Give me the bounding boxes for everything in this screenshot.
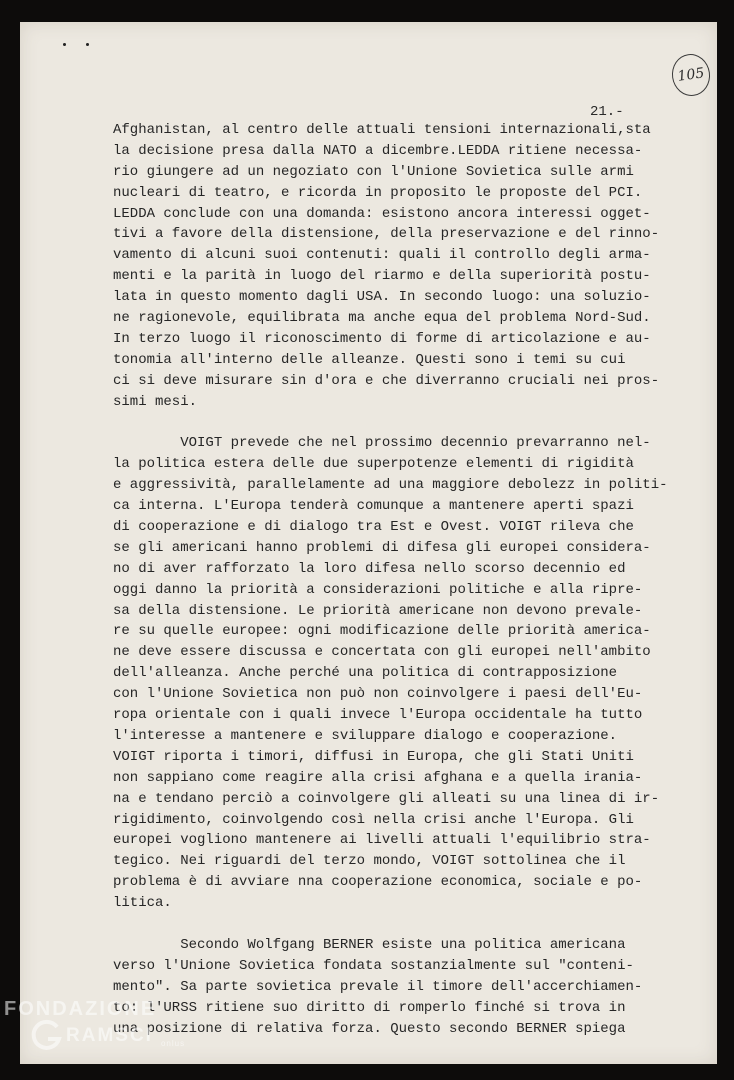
text-line: con l'Unione Sovietica non può non coinvolgere i paesi dell'Eu- bbox=[113, 686, 643, 703]
text-line: non sappiano come reagire alla crisi afghana e a quella irania- bbox=[113, 769, 643, 786]
paragraph bbox=[113, 935, 653, 1039]
text-line: Secondo Wolfgang BERNER esiste una politica americana bbox=[113, 936, 626, 953]
watermark-suffix: onlus bbox=[160, 1038, 186, 1048]
text-line: VOIGT riporta i timori, diffusi in Europa, che gli Stati Uniti bbox=[113, 748, 634, 765]
text-line: e aggressività, parallelamente ad una maggiore debolezz in politi- bbox=[113, 477, 668, 494]
text-line: litica. bbox=[113, 895, 172, 912]
text-line: menti e la parità in luogo del riarmo e della superiorità postu- bbox=[113, 268, 651, 285]
text-line: rio giungere ad un negoziato con l'Unione Sovietica sulle armi bbox=[113, 163, 634, 180]
watermark-line2: RAMSCI bbox=[66, 1025, 153, 1046]
text-line: ne deve essere discussa e concertata con gli europei nell'ambito bbox=[113, 644, 651, 661]
text-line: problema è di avviare nna cooperazione economica, sociale e po- bbox=[113, 874, 643, 891]
text-line: simi mesi. bbox=[113, 393, 198, 410]
fondazione-gramsci-watermark bbox=[4, 998, 185, 1053]
document-body bbox=[113, 120, 668, 1039]
text-line: LEDDA conclude con una domanda: esistono ancora interessi ogget- bbox=[113, 205, 651, 222]
paragraph-gap bbox=[113, 412, 653, 433]
text-line: to: l'URSS ritiene suo diritto di romperlo finché si trova in bbox=[113, 999, 626, 1016]
text-line: una posizione di relativa forza. Questo secondo BERNER spiega bbox=[113, 1020, 626, 1037]
text-line: VOIGT prevede che nel prossimo decennio prevarranno nel- bbox=[113, 435, 651, 452]
text-line: vamento di alcuni suoi contenuti: quali il controllo degli arma- bbox=[113, 247, 651, 264]
punch-hole-right bbox=[86, 43, 89, 46]
text-line: la decisione presa dalla NATO a dicembre.LEDDA ritiene necessa- bbox=[113, 142, 643, 159]
text-line: mento". Sa parte sovietica prevale il timore dell'accerchiamen- bbox=[113, 978, 643, 995]
text-line: nucleari di teatro, e ricorda in proposito le proposte del PCI. bbox=[113, 184, 643, 201]
gramsci-g-logo-icon bbox=[30, 1019, 64, 1053]
text-line: re su quelle europee: ogni modificazione delle priorità america- bbox=[113, 623, 651, 640]
text-line: di cooperazione e di dialogo tra Est e Ovest. VOIGT rileva che bbox=[113, 519, 634, 536]
text-line: In terzo luogo il riconoscimento di forme di articolazione e au- bbox=[113, 330, 651, 347]
text-line: ropa orientale con i quali invece l'Europa occidentale ha tutto bbox=[113, 707, 643, 724]
text-line: la politica estera delle due superpotenze elementi di rigidità bbox=[113, 456, 634, 473]
text-line: lata in questo momento dagli USA. In secondo luogo: una soluzio- bbox=[113, 289, 651, 306]
text-line: ca interna. L'Europa tenderà comunque a mantenere aperti spazi bbox=[113, 498, 634, 515]
text-line: Afghanistan, al centro delle attuali tensioni internazionali,sta bbox=[113, 122, 651, 138]
text-line: tegico. Nei riguardi del terzo mondo, VOIGT sottolinea che il bbox=[113, 853, 626, 870]
paragraph-gap bbox=[113, 914, 653, 935]
text-line: sa della distensione. Le priorità americane non devono prevale- bbox=[113, 602, 643, 619]
watermark-line1: FONDAZIONE bbox=[4, 998, 157, 1020]
text-line: dell'alleanza. Anche perché una politica di contrapposizione bbox=[113, 665, 618, 682]
text-line: oggi danno la priorità a considerazioni politiche e alla ripre- bbox=[113, 581, 643, 598]
text-line: europei vogliono mantenere ai livelli attuali l'equilibrio stra- bbox=[113, 832, 651, 849]
text-line: tivi a favore della distensione, della preservazione e del rinno- bbox=[113, 226, 660, 243]
text-line: rigidimento, coinvolgendo così nella crisi anche l'Europa. Gli bbox=[113, 811, 634, 828]
text-line: ne ragionevole, equilibrata ma anche equa del problema Nord-Sud. bbox=[113, 310, 651, 327]
archive-number-stamp: 105 bbox=[669, 52, 712, 99]
text-line: l'interesse a mantenere e sviluppare dialogo e cooperazione. bbox=[113, 727, 618, 744]
text-line: tonomia all'interno delle alleanze. Questi sono i temi su cui bbox=[113, 351, 626, 368]
text-line: ci si deve misurare sin d'ora e che diverranno cruciali nei pros- bbox=[113, 372, 660, 389]
punch-hole-left bbox=[63, 43, 66, 46]
text-line: verso l'Unione Sovietica fondata sostanzialmente sul "conteni- bbox=[113, 957, 634, 974]
text-line: se gli americani hanno problemi di difesa gli europei considera- bbox=[113, 539, 651, 556]
text-line: na e tendano perciò a coinvolgere gli alleati su una linea di ir- bbox=[113, 790, 660, 807]
paragraph bbox=[113, 433, 668, 913]
page-number: 21.- bbox=[590, 104, 624, 120]
text-line: no di aver rafforzato la loro difesa nello scorso decennio ed bbox=[113, 560, 626, 577]
paragraph bbox=[113, 120, 660, 412]
